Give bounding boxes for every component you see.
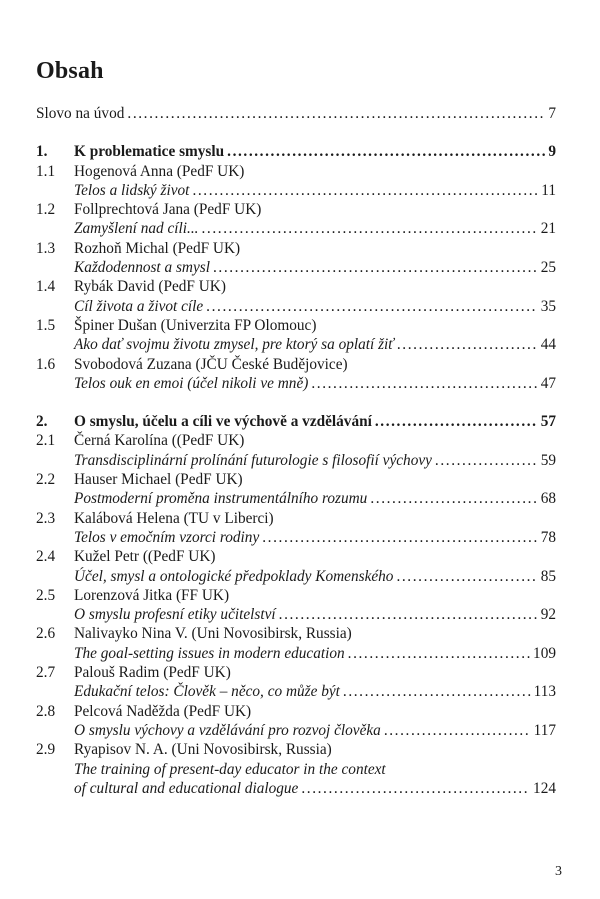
entry-number: 2.8 (36, 702, 56, 720)
entry-number: 1.3 (36, 239, 56, 257)
entry-number: 1.6 (36, 355, 56, 373)
entry-author: Follprechtová Jana (PedF UK) (74, 201, 262, 219)
entry-title-line (74, 779, 556, 798)
toc-page-number: 78 (540, 528, 556, 546)
entry-title-line (74, 721, 556, 740)
dot-leader (262, 528, 537, 547)
entry-title: Ako dať svojmu životu zmysel, pre ktorý sa oplatí žiť (74, 336, 394, 354)
entry-title: Telos v emočním vzorci rodiny (74, 528, 260, 546)
dot-leader (206, 297, 538, 316)
entry-title-line (74, 181, 556, 200)
toc-entry-title-row (36, 181, 556, 200)
dot-leader (370, 489, 537, 508)
toc-entry-title-row (36, 760, 556, 779)
entry-author: Nalivayko Nina V. (Uni Novosibirsk, Russia) (74, 625, 352, 643)
dot-leader (279, 605, 538, 624)
toc-entry-title-row (36, 335, 556, 354)
entry-number: 2.1 (36, 432, 56, 450)
entry-number: 1.5 (36, 316, 56, 334)
entry-title-line (74, 605, 556, 624)
toc-page-number: 9 (548, 143, 556, 161)
toc-entry-author-row (36, 702, 556, 721)
toc-entry-title-row (36, 682, 556, 701)
toc-entry-title-row (36, 297, 556, 316)
section-number: 1. (36, 143, 48, 161)
entry-title: O smyslu výchovy a vzdělávání pro rozvoj člověka (74, 721, 381, 739)
page-title: Obsah (36, 58, 104, 84)
dot-leader (213, 258, 538, 277)
section-line (74, 412, 556, 431)
entry-number: 2.2 (36, 471, 56, 489)
dot-leader (384, 721, 531, 740)
entry-number: 2.6 (36, 625, 56, 643)
toc-entry-title-row (36, 528, 556, 547)
entry-author: Černá Karolína ((PedF UK) (74, 432, 245, 450)
dot-leader (227, 142, 545, 161)
entry-author: Lorenzová Jitka (FF UK) (74, 586, 230, 604)
toc-entry-author-row (36, 431, 556, 450)
entry-author: Ryapisov N. A. (Uni Novosibirsk, Russia) (74, 741, 332, 759)
toc-page-number: 109 (533, 644, 556, 662)
dot-leader (127, 104, 545, 123)
entry-author: Hauser Michael (PedF UK) (74, 471, 243, 489)
toc-entry-title-row (36, 567, 556, 586)
section-title: K problematice smyslu (74, 143, 225, 161)
entry-title: Postmoderní proměna instrumentálního rozumu (74, 490, 368, 508)
dot-leader (348, 644, 530, 663)
entry-author: Hogenová Anna (PedF UK) (74, 162, 245, 180)
section-number: 2. (36, 413, 48, 431)
toc-entry-title: Slovo na úvod (36, 105, 125, 122)
toc-section-heading (36, 412, 556, 431)
toc-entry-author-row (36, 586, 556, 605)
toc-page-number: 85 (540, 567, 556, 585)
entry-title-line (74, 528, 556, 547)
toc-page-number: 21 (540, 220, 556, 238)
entry-number: 1.1 (36, 162, 56, 180)
entry-title-line (74, 567, 556, 586)
toc-page-number: 47 (540, 374, 556, 392)
page-number-footer: 3 (555, 864, 562, 879)
entry-title: The training of present-day educator in the context (74, 760, 386, 778)
entry-title-line (74, 258, 556, 277)
toc-entry-title-row (36, 258, 556, 277)
entry-title: Účel, smysl a ontologické předpoklady Komenského (74, 567, 394, 585)
entry-author: Kužel Petr ((PedF UK) (74, 548, 216, 566)
toc-entry-author-row (36, 624, 556, 643)
dot-leader (311, 374, 537, 393)
entry-title: Telos a lidský život (74, 181, 190, 199)
entry-title: Transdisciplinární prolínání futurologie s filosofií výchovy (74, 451, 432, 469)
entry-number: 2.9 (36, 741, 56, 759)
entry-title-line (74, 219, 556, 238)
entry-title-line (74, 451, 556, 470)
toc-entry-author-row (36, 200, 556, 219)
toc-entry-author-row (36, 663, 556, 682)
entry-author: Kalábová Helena (TU v Liberci) (74, 509, 274, 527)
entry-author: Svobodová Zuzana (JČU České Budějovice) (74, 355, 348, 373)
entry-author: Pelcová Naděžda (PedF UK) (74, 702, 252, 720)
toc-page-number: 68 (540, 490, 556, 508)
entry-title: Edukační telos: Člověk – něco, co může být (74, 683, 340, 701)
dot-leader (396, 567, 537, 586)
entry-title: Zamyšlení nad cíli... (74, 220, 199, 238)
entry-title: O smyslu profesní etiky učitelství (74, 606, 276, 624)
entry-title: The goal-setting issues in modern education (74, 644, 345, 662)
toc-page-number: 59 (540, 451, 556, 469)
entry-author: Špiner Dušan (Univerzita FP Olomouc) (74, 316, 317, 334)
entry-title: Každodennost a smysl (74, 259, 210, 277)
toc-entry-author-row (36, 470, 556, 489)
dot-leader (397, 335, 538, 354)
toc-entry-author-row (36, 355, 556, 374)
entry-title-line (74, 644, 556, 663)
toc-entry-title-row (36, 451, 556, 470)
entry-number: 2.5 (36, 586, 56, 604)
toc-page-number: 25 (540, 259, 556, 277)
entry-title-line (74, 297, 556, 316)
toc-page-number: 35 (540, 297, 556, 315)
entry-title-line (74, 374, 556, 393)
entry-title-line (74, 489, 556, 508)
toc-page-number: 117 (533, 721, 556, 739)
toc-entry-title-row (36, 374, 556, 393)
toc-entry-author-row (36, 162, 556, 181)
entry-number: 2.4 (36, 548, 56, 566)
entry-number: 1.2 (36, 201, 56, 219)
toc-entry-title-row (36, 721, 556, 740)
entry-author: Palouš Radim (PedF UK) (74, 664, 231, 682)
section-line (74, 142, 556, 161)
entry-title: of cultural and educational dialogue (74, 779, 299, 797)
toc-entry-author-row (36, 239, 556, 258)
entry-title: Cíl života a život cíle (74, 297, 204, 315)
dot-leader (202, 219, 538, 238)
toc-entry-title-row (36, 605, 556, 624)
toc-entry-title-row (36, 644, 556, 663)
toc-page-number: 92 (540, 606, 556, 624)
entry-number: 2.3 (36, 509, 56, 527)
entry-title-line (74, 682, 556, 701)
toc-entry-author-row (36, 316, 556, 335)
entry-number: 2.7 (36, 664, 56, 682)
toc-page-number: 57 (540, 413, 556, 431)
toc-page-number: 44 (540, 336, 556, 354)
toc-entry-title-row (36, 779, 556, 798)
dot-leader (375, 412, 538, 431)
entry-author: Rybák David (PedF UK) (74, 278, 226, 296)
entry-title: Telos ouk en emoi (účel nikoli ve mně) (74, 374, 309, 392)
toc-entry-title-row (36, 219, 556, 238)
toc-intro-entry (36, 104, 556, 123)
dot-leader (435, 451, 538, 470)
toc-entry-author-row (36, 547, 556, 566)
toc-entry-author-row (36, 740, 556, 759)
entry-author: Rozhoň Michal (PedF UK) (74, 239, 241, 257)
toc-entry-author-row (36, 277, 556, 296)
section-title: O smyslu, účelu a cíli ve výchově a vzdělávání (74, 413, 372, 431)
entry-number: 1.4 (36, 278, 56, 296)
toc-entry-title-row (36, 489, 556, 508)
section-spacer (36, 123, 556, 142)
toc-entry-author-row (36, 509, 556, 528)
toc-page-number: 113 (533, 683, 556, 701)
dot-leader (192, 181, 538, 200)
dot-leader (343, 682, 531, 701)
section-spacer (36, 393, 556, 412)
toc-page-number: 7 (548, 105, 556, 122)
toc-section-heading (36, 142, 556, 161)
entry-title-line (74, 335, 556, 354)
toc-page-number: 11 (541, 181, 556, 199)
toc-page-number: 124 (533, 779, 556, 797)
dot-leader (301, 779, 530, 798)
table-of-contents (36, 104, 556, 798)
